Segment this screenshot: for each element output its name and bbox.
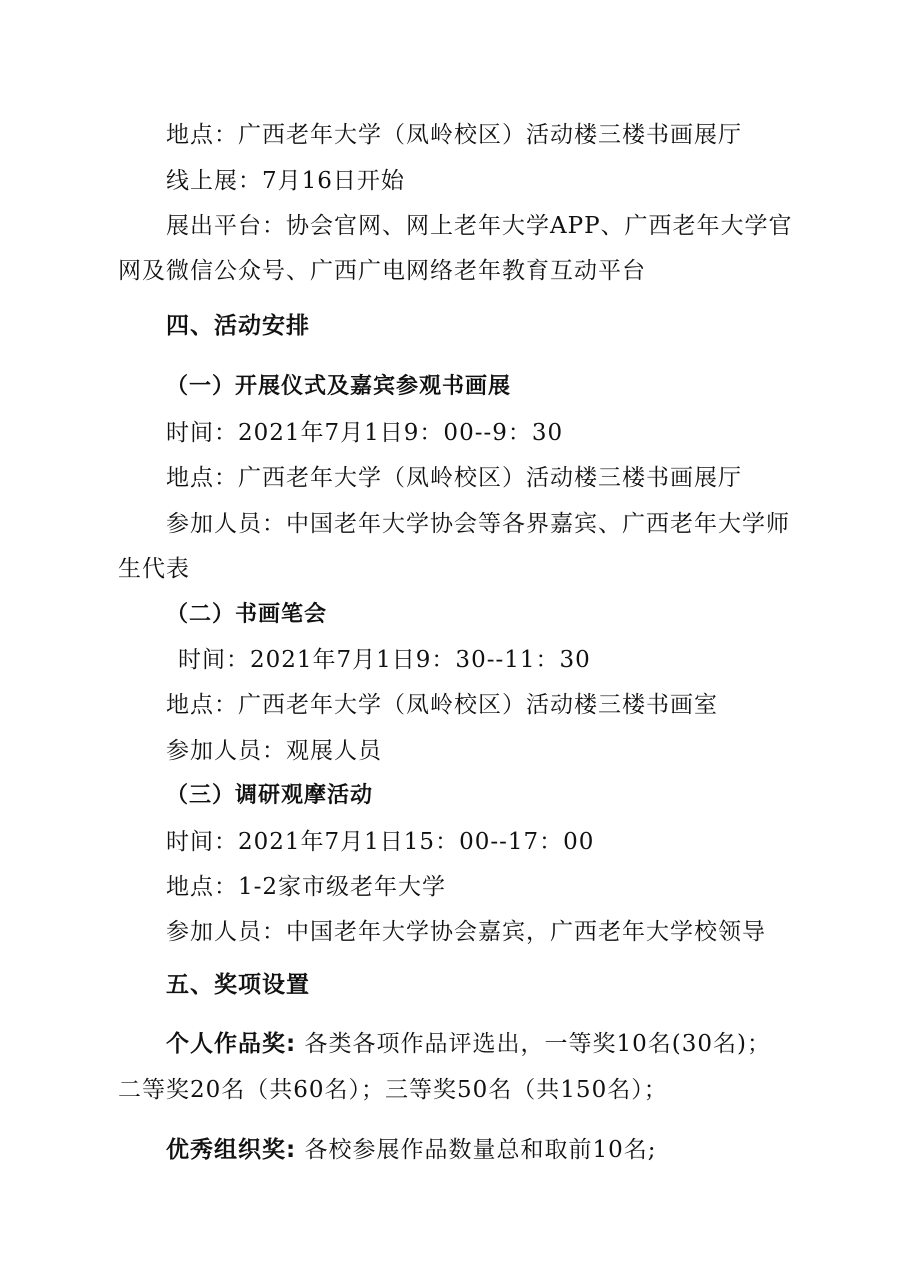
platform-line-2: 网及微信公众号、广西广电网络老年教育互动平台 [118, 258, 646, 284]
individual-award-line-1 [0, 1029, 900, 1059]
platform-line-1: 展出平台：协会官网、网上老年大学APP、广西老年大学官 [166, 213, 793, 239]
subsection-opening-ceremony: （一）开展仪式及嘉宾参观书画展 [166, 374, 512, 399]
session-time: 时间：2021年7月1日9：30--11：30 [178, 647, 591, 673]
section-heading-awards: 五、奖项设置 [166, 972, 310, 998]
organization-award-label: 优秀组织奖: [166, 1137, 297, 1163]
subsection-calligraphy-session: （二）书画笔会 [166, 602, 328, 627]
individual-award-label: 个人作品奖: [166, 1031, 297, 1057]
section-heading-activities: 四、活动安排 [166, 313, 310, 339]
subsection-research-visit: （三）调研观摩活动 [166, 783, 374, 808]
venue-line: 地点：广西老年大学（凤岭校区）活动楼三楼书画展厅 [166, 122, 742, 148]
session-place: 地点：广西老年大学（凤岭校区）活动楼三楼书画室 [166, 692, 718, 718]
online-exhibit-line: 线上展：7月16日开始 [166, 168, 405, 194]
organization-award-line [0, 1135, 900, 1165]
individual-award-line-2: 二等奖20名（共60名）；三等奖50名（共150名）； [118, 1077, 668, 1103]
organization-award-text: 各校参展作品数量总和取前10名; [296, 1137, 657, 1163]
individual-award-text: 各类各项作品评选出，一等奖10名(30名)； [296, 1031, 771, 1057]
session-participants: 参加人员：观展人员 [166, 738, 382, 764]
opening-time: 时间：2021年7月1日9：00--9：30 [166, 420, 564, 446]
opening-participants-1: 参加人员：中国老年大学协会等各界嘉宾、广西老年大学师 [166, 511, 790, 537]
visit-time: 时间：2021年7月1日15：00--17：00 [166, 829, 595, 855]
opening-place: 地点：广西老年大学（凤岭校区）活动楼三楼书画展厅 [166, 465, 742, 491]
visit-place: 地点：1-2家市级老年大学 [166, 874, 447, 900]
visit-participants: 参加人员：中国老年大学协会嘉宾，广西老年大学校领导 [166, 919, 766, 945]
opening-participants-2: 生代表 [118, 556, 190, 582]
